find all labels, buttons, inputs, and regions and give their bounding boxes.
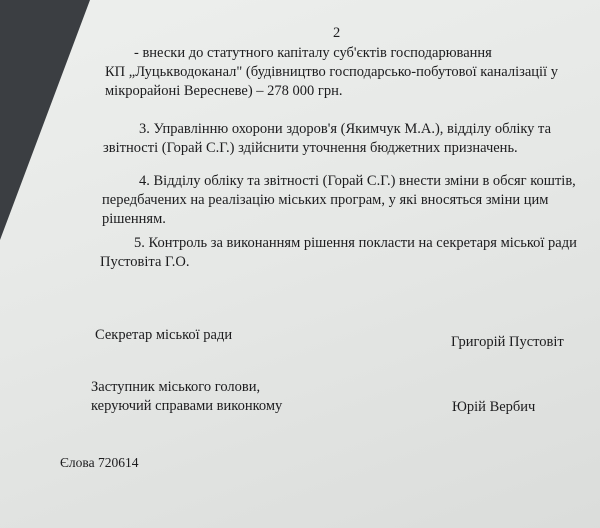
- budget-line-3: мікрорайоні Вересневе) – 278 000 грн.: [105, 83, 343, 99]
- secretary-title: Секретар міської ради: [95, 327, 233, 343]
- budget-line-1: - внески до статутного капіталу суб'єктів господарювання: [134, 45, 492, 61]
- author-code: Єлова 720614: [60, 455, 139, 470]
- budget-line-2: КП „Луцькводоканал" (будівництво господарсько-побутової каналізації у: [105, 64, 558, 80]
- deputy-title-line-1: Заступник міського голови,: [91, 379, 261, 395]
- item3-line-1: 3. Управлінню охорони здоров'я (Якимчук М.А.), відділу обліку та: [139, 121, 552, 137]
- item5-line-2: Пустовіта Г.О.: [100, 254, 190, 270]
- item3-line-2: звітності (Горай С.Г.) здійснити уточнення бюджетних призначень.: [103, 140, 518, 156]
- item4-line-1: 4. Відділу обліку та звітності (Горай С.Г.) внести зміни в обсяг коштів,: [139, 173, 576, 189]
- secretary-name: Григорій Пустовіт: [451, 334, 564, 350]
- deputy-title-line-2: керуючий справами виконкому: [91, 398, 283, 414]
- deputy-name: Юрій Вербич: [452, 399, 536, 415]
- page-number: 2: [333, 25, 341, 41]
- page-corner-shadow: [0, 0, 90, 240]
- item4-line-3: рішенням.: [102, 211, 166, 227]
- item5-line-1: 5. Контроль за виконанням рішення покласти на секретаря міської ради: [134, 235, 577, 251]
- item4-line-2: передбачених на реалізацію міських програм, у які вносяться зміни цим: [102, 192, 549, 208]
